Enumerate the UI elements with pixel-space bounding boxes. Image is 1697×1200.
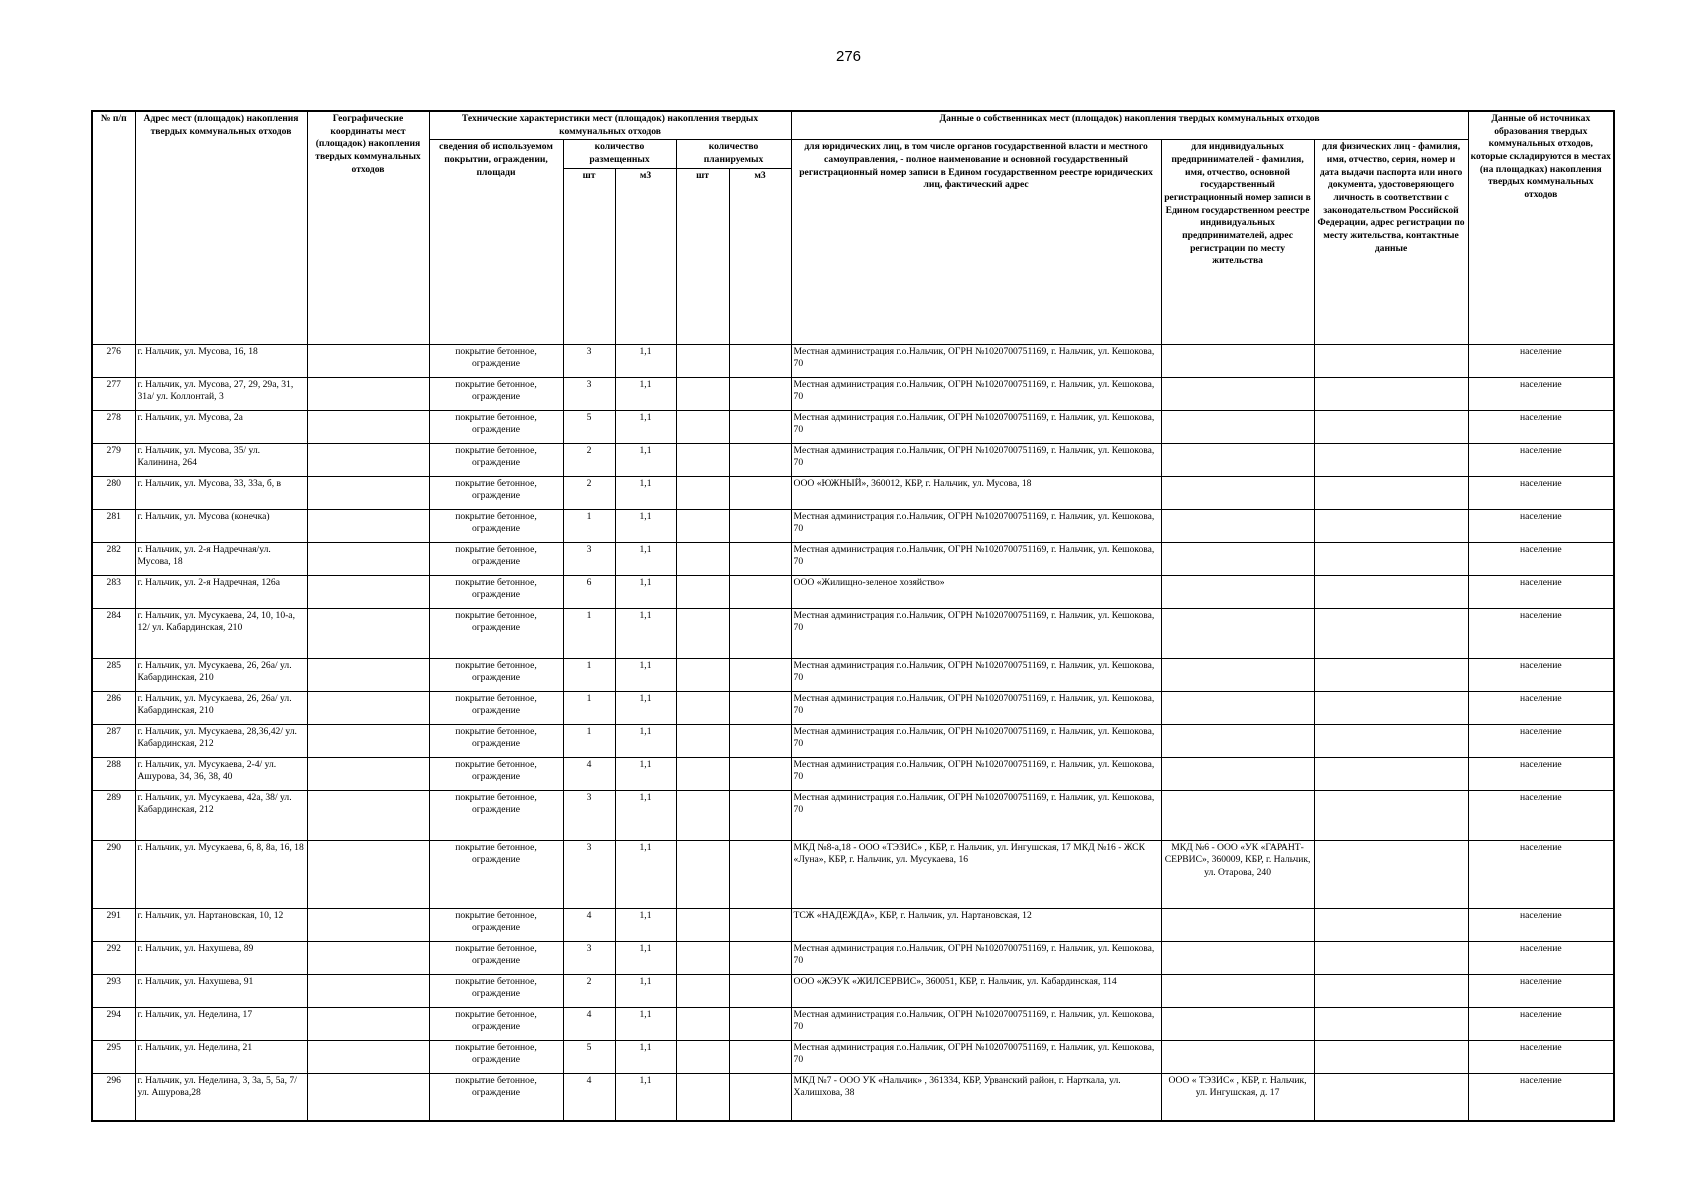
row-owner-ip [1161, 377, 1314, 410]
row-pcs: 1 [563, 658, 615, 691]
row-geo [307, 608, 429, 658]
header-tech-qty-planned: количество планируемых [676, 140, 791, 168]
row-source: население [1468, 542, 1614, 575]
row-number: 295 [92, 1040, 135, 1073]
row-geo [307, 1073, 429, 1121]
row-owner-legal: Местная администрация г.о.Нальчик, ОГРН №1020700751169, г. Нальчик, ул. Кешокова, 70 [791, 757, 1161, 790]
row-number: 290 [92, 840, 135, 908]
row-m3-planned [729, 476, 791, 509]
row-address: г. Нальчик, ул. Мусукаева, 26, 26а/ ул. Кабардинская, 210 [135, 691, 307, 724]
row-source: население [1468, 1040, 1614, 1073]
row-pcs: 4 [563, 757, 615, 790]
row-source: население [1468, 658, 1614, 691]
row-owner-ip [1161, 974, 1314, 1007]
row-surface: покрытие бетонное, ограждение [429, 410, 563, 443]
row-m3: 1,1 [615, 724, 676, 757]
row-address: г. Нальчик, ул. Мусова, 16, 18 [135, 344, 307, 377]
table-row [92, 790, 1614, 840]
row-owner-phys [1314, 410, 1468, 443]
row-number: 283 [92, 575, 135, 608]
row-pcs: 4 [563, 1073, 615, 1121]
row-address: г. Нальчик, ул. Мусова, 27, 29, 29а, 31, 31а/ ул. Коллонтай, 3 [135, 377, 307, 410]
row-m3-planned [729, 757, 791, 790]
row-address: г. Нальчик, ул. Мусукаева, 24, 10, 10-а, 12/ ул. Кабардинская, 210 [135, 608, 307, 658]
row-owner-legal: Местная администрация г.о.Нальчик, ОГРН №1020700751169, г. Нальчик, ул. Кешокова, 70 [791, 691, 1161, 724]
row-m3: 1,1 [615, 1073, 676, 1121]
row-address: г. Нальчик, ул. Мусова, 33, 33а, б, в [135, 476, 307, 509]
row-geo [307, 542, 429, 575]
row-surface: покрытие бетонное, ограждение [429, 377, 563, 410]
table-row [92, 757, 1614, 790]
row-m3: 1,1 [615, 941, 676, 974]
row-owner-ip [1161, 691, 1314, 724]
row-source: население [1468, 410, 1614, 443]
row-pcs-planned [676, 1007, 729, 1040]
row-pcs-planned [676, 377, 729, 410]
row-address: г. Нальчик, ул. Мусукаева, 28,36,42/ ул. Кабардинская, 212 [135, 724, 307, 757]
row-source: население [1468, 377, 1614, 410]
table-row [92, 608, 1614, 658]
row-source: население [1468, 724, 1614, 757]
row-owner-legal: Местная администрация г.о.Нальчик, ОГРН №1020700751169, г. Нальчик, ул. Кешокова, 70 [791, 724, 1161, 757]
row-owner-legal: Местная администрация г.о.Нальчик, ОГРН №1020700751169, г. Нальчик, ул. Кешокова, 70 [791, 443, 1161, 476]
row-m3: 1,1 [615, 1007, 676, 1040]
row-number: 293 [92, 974, 135, 1007]
row-m3-planned [729, 974, 791, 1007]
row-m3-planned [729, 658, 791, 691]
row-m3: 1,1 [615, 691, 676, 724]
row-m3-planned [729, 575, 791, 608]
row-pcs: 3 [563, 344, 615, 377]
row-number: 296 [92, 1073, 135, 1121]
header-owner-ip: для индивидуальных предпринимателей - фамилия, имя, отчество, основной государственный регистрационный номер записи в Едином государственном реестре индивидуальных предпринимателей, адрес регистрации по месту жительства [1161, 140, 1314, 344]
row-owner-legal: ООО «ЖЭУК «ЖИЛСЕРВИС», 360051, КБР, г. Нальчик, ул. Кабардинская, 114 [791, 974, 1161, 1007]
row-m3-planned [729, 410, 791, 443]
table-row [92, 840, 1614, 908]
row-pcs: 1 [563, 691, 615, 724]
row-surface: покрытие бетонное, ограждение [429, 724, 563, 757]
row-owner-ip [1161, 757, 1314, 790]
table-row [92, 542, 1614, 575]
row-geo [307, 1007, 429, 1040]
row-surface: покрытие бетонное, ограждение [429, 443, 563, 476]
row-surface: покрытие бетонное, ограждение [429, 344, 563, 377]
row-surface: покрытие бетонное, ограждение [429, 476, 563, 509]
row-source: население [1468, 941, 1614, 974]
row-pcs: 1 [563, 608, 615, 658]
row-source: население [1468, 974, 1614, 1007]
row-owner-phys [1314, 724, 1468, 757]
row-owner-phys [1314, 790, 1468, 840]
row-owner-phys [1314, 941, 1468, 974]
row-number: 289 [92, 790, 135, 840]
row-number: 279 [92, 443, 135, 476]
row-surface: покрытие бетонное, ограждение [429, 1073, 563, 1121]
row-pcs-planned [676, 575, 729, 608]
row-pcs: 3 [563, 790, 615, 840]
row-surface: покрытие бетонное, ограждение [429, 757, 563, 790]
row-pcs: 4 [563, 1007, 615, 1040]
row-surface: покрытие бетонное, ограждение [429, 509, 563, 542]
row-owner-ip [1161, 941, 1314, 974]
row-m3: 1,1 [615, 974, 676, 1007]
row-address: г. Нальчик, ул. Мусова, 35/ ул. Калинина, 264 [135, 443, 307, 476]
row-owner-phys [1314, 575, 1468, 608]
row-owner-phys [1314, 757, 1468, 790]
row-address: г. Нальчик, ул. Неделина, 21 [135, 1040, 307, 1073]
row-surface: покрытие бетонное, ограждение [429, 840, 563, 908]
row-pcs: 1 [563, 724, 615, 757]
row-address: г. Нальчик, ул. Мусова, 2а [135, 410, 307, 443]
row-owner-legal: МКД №8-а,18 - ООО «ТЭЗИС» , КБР, г. Нальчик, ул. Ингушская, 17 МКД №16 - ЖСК «Луна», КБР, г. Нальчик, ул. Мусукаева, 16 [791, 840, 1161, 908]
row-number: 284 [92, 608, 135, 658]
row-number: 277 [92, 377, 135, 410]
row-surface: покрытие бетонное, ограждение [429, 1007, 563, 1040]
table-row [92, 908, 1614, 941]
registry-body [92, 344, 1614, 1121]
row-surface: покрытие бетонное, ограждение [429, 691, 563, 724]
row-m3-planned [729, 1007, 791, 1040]
row-source: население [1468, 476, 1614, 509]
row-owner-phys [1314, 1040, 1468, 1073]
row-pcs-planned [676, 476, 729, 509]
row-number: 282 [92, 542, 135, 575]
row-address: г. Нальчик, ул. Нартановская, 10, 12 [135, 908, 307, 941]
table-row [92, 410, 1614, 443]
row-owner-legal: Местная администрация г.о.Нальчик, ОГРН №1020700751169, г. Нальчик, ул. Кешокова, 70 [791, 410, 1161, 443]
table-row [92, 974, 1614, 1007]
row-source: население [1468, 1073, 1614, 1121]
row-owner-phys [1314, 840, 1468, 908]
row-pcs-planned [676, 974, 729, 1007]
row-number: 288 [92, 757, 135, 790]
row-owner-ip: МКД №6 - ООО «УК «ГАРАНТ-СЕРВИС», 360009, КБР, г. Нальчик, ул. Отарова, 240 [1161, 840, 1314, 908]
row-owner-ip [1161, 658, 1314, 691]
row-owner-legal: Местная администрация г.о.Нальчик, ОГРН №1020700751169, г. Нальчик, ул. Кешокова, 70 [791, 658, 1161, 691]
row-owner-legal: Местная администрация г.о.Нальчик, ОГРН №1020700751169, г. Нальчик, ул. Кешокова, 70 [791, 377, 1161, 410]
row-m3: 1,1 [615, 443, 676, 476]
row-owner-phys [1314, 344, 1468, 377]
row-pcs: 5 [563, 410, 615, 443]
row-pcs-planned [676, 691, 729, 724]
row-pcs-planned [676, 443, 729, 476]
header-unit-m3-planned: м3 [729, 168, 791, 344]
row-pcs-planned [676, 344, 729, 377]
table-row [92, 476, 1614, 509]
row-geo [307, 575, 429, 608]
row-source: население [1468, 790, 1614, 840]
row-m3-planned [729, 790, 791, 840]
row-source: население [1468, 908, 1614, 941]
row-geo [307, 443, 429, 476]
row-pcs: 3 [563, 941, 615, 974]
header-tech: Технические характеристики мест (площадок) накопления твердых коммунальных отходов [429, 111, 791, 140]
row-number: 281 [92, 509, 135, 542]
row-pcs-planned [676, 410, 729, 443]
row-number: 292 [92, 941, 135, 974]
row-source: население [1468, 840, 1614, 908]
row-surface: покрытие бетонное, ограждение [429, 608, 563, 658]
row-owner-phys [1314, 1007, 1468, 1040]
row-m3-planned [729, 608, 791, 658]
row-owner-phys [1314, 509, 1468, 542]
row-owner-legal: Местная администрация г.о.Нальчик, ОГРН №1020700751169, г. Нальчик, ул. Кешокова, 70 [791, 1040, 1161, 1073]
row-surface: покрытие бетонное, ограждение [429, 575, 563, 608]
row-pcs: 6 [563, 575, 615, 608]
row-owner-legal: Местная администрация г.о.Нальчик, ОГРН №1020700751169, г. Нальчик, ул. Кешокова, 70 [791, 790, 1161, 840]
table-row [92, 377, 1614, 410]
row-owner-ip [1161, 1007, 1314, 1040]
row-geo [307, 691, 429, 724]
row-owner-legal: Местная администрация г.о.Нальчик, ОГРН №1020700751169, г. Нальчик, ул. Кешокова, 70 [791, 941, 1161, 974]
row-source: население [1468, 344, 1614, 377]
row-m3: 1,1 [615, 575, 676, 608]
row-owner-ip: ООО « ТЭЗИС« , КБР, г. Нальчик, ул. Ингушская, д. 17 [1161, 1073, 1314, 1121]
row-number: 294 [92, 1007, 135, 1040]
row-m3-planned [729, 443, 791, 476]
row-geo [307, 377, 429, 410]
row-owner-phys [1314, 608, 1468, 658]
row-owner-legal: ТСЖ «НАДЕЖДА», КБР, г. Нальчик, ул. Нартановская, 12 [791, 908, 1161, 941]
row-number: 280 [92, 476, 135, 509]
row-owner-phys [1314, 658, 1468, 691]
header-tech-surface: сведения об используемом покрытии, ограждении, площади [429, 140, 563, 344]
table-row [92, 1040, 1614, 1073]
page-number: 276 [835, 48, 862, 65]
row-m3: 1,1 [615, 509, 676, 542]
row-surface: покрытие бетонное, ограждение [429, 974, 563, 1007]
row-address: г. Нальчик, ул. Мусукаева, 2-4/ ул. Ашурова, 34, 36, 38, 40 [135, 757, 307, 790]
row-number: 276 [92, 344, 135, 377]
row-pcs-planned [676, 608, 729, 658]
header-owner-legal: для юридических лиц, в том числе органов государственной власти и местного самоуправления, - полное наименование и основной государственный регистрационный номер записи в Едином государственном реестре юридических лиц, фактический адрес [791, 140, 1161, 344]
row-source: население [1468, 575, 1614, 608]
row-pcs: 3 [563, 377, 615, 410]
row-geo [307, 509, 429, 542]
table-row [92, 724, 1614, 757]
header-num: № п/п [92, 111, 135, 344]
header-unit-m3: м3 [615, 168, 676, 344]
row-owner-legal: Местная администрация г.о.Нальчик, ОГРН №1020700751169, г. Нальчик, ул. Кешокова, 70 [791, 509, 1161, 542]
row-owner-phys [1314, 542, 1468, 575]
table-row [92, 658, 1614, 691]
row-pcs: 2 [563, 974, 615, 1007]
row-m3-planned [729, 377, 791, 410]
header-owner-phys: для физических лиц - фамилия, имя, отчество, серия, номер и дата выдачи паспорта или иного документа, удостоверяющего личность в соответствии с законодательством Российской Федерации, адрес регистрации по месту жительства, контактные данные [1314, 140, 1468, 344]
row-owner-phys [1314, 908, 1468, 941]
row-source: население [1468, 443, 1614, 476]
row-geo [307, 974, 429, 1007]
table-row [92, 443, 1614, 476]
row-m3: 1,1 [615, 840, 676, 908]
row-address: г. Нальчик, ул. Мусова (конечка) [135, 509, 307, 542]
row-geo [307, 724, 429, 757]
row-address: г. Нальчик, ул. Мусукаева, 6, 8, 8а, 16, 18 [135, 840, 307, 908]
row-owner-legal: Местная администрация г.о.Нальчик, ОГРН №1020700751169, г. Нальчик, ул. Кешокова, 70 [791, 608, 1161, 658]
row-surface: покрытие бетонное, ограждение [429, 941, 563, 974]
row-address: г. Нальчик, ул. Нахушева, 89 [135, 941, 307, 974]
row-pcs-planned [676, 908, 729, 941]
row-owner-legal: МКД №7 - ООО УК «Нальчик» , 361334, КБР, Урванский район, г. Нарткала, ул. Халишхова, 38 [791, 1073, 1161, 1121]
header-address: Адрес мест (площадок) накопления твердых коммунальных отходов [135, 111, 307, 344]
row-pcs-planned [676, 509, 729, 542]
row-m3-planned [729, 1040, 791, 1073]
row-geo [307, 840, 429, 908]
row-geo [307, 344, 429, 377]
row-source: население [1468, 1007, 1614, 1040]
row-owner-phys [1314, 974, 1468, 1007]
row-address: г. Нальчик, ул. Нахушева, 91 [135, 974, 307, 1007]
row-m3-planned [729, 724, 791, 757]
row-number: 278 [92, 410, 135, 443]
table-row [92, 344, 1614, 377]
row-owner-legal: Местная администрация г.о.Нальчик, ОГРН №1020700751169, г. Нальчик, ул. Кешокова, 70 [791, 344, 1161, 377]
row-geo [307, 790, 429, 840]
row-owner-legal: ООО «Жилищно-зеленое хозяйство» [791, 575, 1161, 608]
row-owner-ip [1161, 790, 1314, 840]
row-m3: 1,1 [615, 377, 676, 410]
row-pcs: 3 [563, 542, 615, 575]
header-tech-qty-placed: количество размещенных [563, 140, 676, 168]
header-sources: Данные об источниках образования твердых коммунальных отходов, которые складируются в местах (на площадках) накопления твердых коммунальных отходов [1468, 111, 1614, 344]
row-m3: 1,1 [615, 658, 676, 691]
row-m3-planned [729, 941, 791, 974]
row-pcs-planned [676, 658, 729, 691]
row-m3: 1,1 [615, 908, 676, 941]
row-owner-ip [1161, 608, 1314, 658]
row-geo [307, 1040, 429, 1073]
header-unit-pcs-planned: шт [676, 168, 729, 344]
row-m3: 1,1 [615, 608, 676, 658]
row-pcs: 2 [563, 443, 615, 476]
row-owner-phys [1314, 1073, 1468, 1121]
row-geo [307, 410, 429, 443]
row-surface: покрытие бетонное, ограждение [429, 542, 563, 575]
row-m3: 1,1 [615, 476, 676, 509]
row-owner-ip [1161, 344, 1314, 377]
row-owner-phys [1314, 443, 1468, 476]
row-pcs: 5 [563, 1040, 615, 1073]
table-row [92, 941, 1614, 974]
row-pcs: 3 [563, 840, 615, 908]
row-number: 291 [92, 908, 135, 941]
row-owner-ip [1161, 410, 1314, 443]
row-source: население [1468, 509, 1614, 542]
row-m3: 1,1 [615, 1040, 676, 1073]
row-pcs-planned [676, 1073, 729, 1121]
registry-table [91, 110, 1615, 1122]
row-number: 285 [92, 658, 135, 691]
header-geo: Географические координаты мест (площадок) накопления твердых коммунальных отходов [307, 111, 429, 344]
row-m3-planned [729, 691, 791, 724]
row-address: г. Нальчик, ул. Неделина, 17 [135, 1007, 307, 1040]
row-pcs-planned [676, 1040, 729, 1073]
row-source: население [1468, 757, 1614, 790]
row-m3-planned [729, 1073, 791, 1121]
header-owners: Данные о собственниках мест (площадок) накопления твердых коммунальных отходов [791, 111, 1468, 140]
row-pcs-planned [676, 790, 729, 840]
row-source: население [1468, 691, 1614, 724]
row-m3-planned [729, 542, 791, 575]
row-m3: 1,1 [615, 542, 676, 575]
row-number: 287 [92, 724, 135, 757]
row-owner-ip [1161, 443, 1314, 476]
row-owner-ip [1161, 542, 1314, 575]
row-geo [307, 941, 429, 974]
row-surface: покрытие бетонное, ограждение [429, 790, 563, 840]
row-pcs-planned [676, 542, 729, 575]
row-geo [307, 757, 429, 790]
row-m3: 1,1 [615, 344, 676, 377]
row-owner-ip [1161, 1040, 1314, 1073]
table-row [92, 1007, 1614, 1040]
row-owner-legal: Местная администрация г.о.Нальчик, ОГРН №1020700751169, г. Нальчик, ул. Кешокова, 70 [791, 542, 1161, 575]
row-m3-planned [729, 509, 791, 542]
row-surface: покрытие бетонное, ограждение [429, 658, 563, 691]
row-address: г. Нальчик, ул. 2-я Надречная/ул. Мусова, 18 [135, 542, 307, 575]
row-pcs-planned [676, 724, 729, 757]
row-owner-phys [1314, 377, 1468, 410]
row-surface: покрытие бетонное, ограждение [429, 908, 563, 941]
row-address: г. Нальчик, ул. 2-я Надречная, 126а [135, 575, 307, 608]
row-owner-phys [1314, 691, 1468, 724]
row-pcs-planned [676, 941, 729, 974]
row-address: г. Нальчик, ул. Мусукаева, 26, 26а/ ул. Кабардинская, 210 [135, 658, 307, 691]
row-owner-phys [1314, 476, 1468, 509]
row-m3-planned [729, 344, 791, 377]
row-address: г. Нальчик, ул. Мусукаева, 42а, 38/ ул. Кабардинская, 212 [135, 790, 307, 840]
row-geo [307, 908, 429, 941]
table-row [92, 1073, 1614, 1121]
row-address: г. Нальчик, ул. Неделина, 3, 3а, 5, 5а, 7/ул. Ашурова,28 [135, 1073, 307, 1121]
row-pcs-planned [676, 757, 729, 790]
header-unit-pcs: шт [563, 168, 615, 344]
row-owner-ip [1161, 509, 1314, 542]
row-owner-legal: ООО «ЮЖНЫЙ», 360012, КБР, г. Нальчик, ул. Мусова, 18 [791, 476, 1161, 509]
row-source: население [1468, 608, 1614, 658]
row-geo [307, 476, 429, 509]
row-m3-planned [729, 908, 791, 941]
table-row [92, 691, 1614, 724]
row-pcs: 1 [563, 509, 615, 542]
table-row [92, 575, 1614, 608]
row-pcs: 2 [563, 476, 615, 509]
row-surface: покрытие бетонное, ограждение [429, 1040, 563, 1073]
row-m3: 1,1 [615, 757, 676, 790]
row-m3: 1,1 [615, 790, 676, 840]
row-pcs: 4 [563, 908, 615, 941]
row-geo [307, 658, 429, 691]
row-m3: 1,1 [615, 410, 676, 443]
row-owner-ip [1161, 575, 1314, 608]
row-owner-ip [1161, 724, 1314, 757]
row-owner-legal: Местная администрация г.о.Нальчик, ОГРН №1020700751169, г. Нальчик, ул. Кешокова, 70 [791, 1007, 1161, 1040]
row-pcs-planned [676, 840, 729, 908]
row-m3-planned [729, 840, 791, 908]
row-owner-ip [1161, 476, 1314, 509]
row-owner-ip [1161, 908, 1314, 941]
table-row [92, 509, 1614, 542]
row-number: 286 [92, 691, 135, 724]
